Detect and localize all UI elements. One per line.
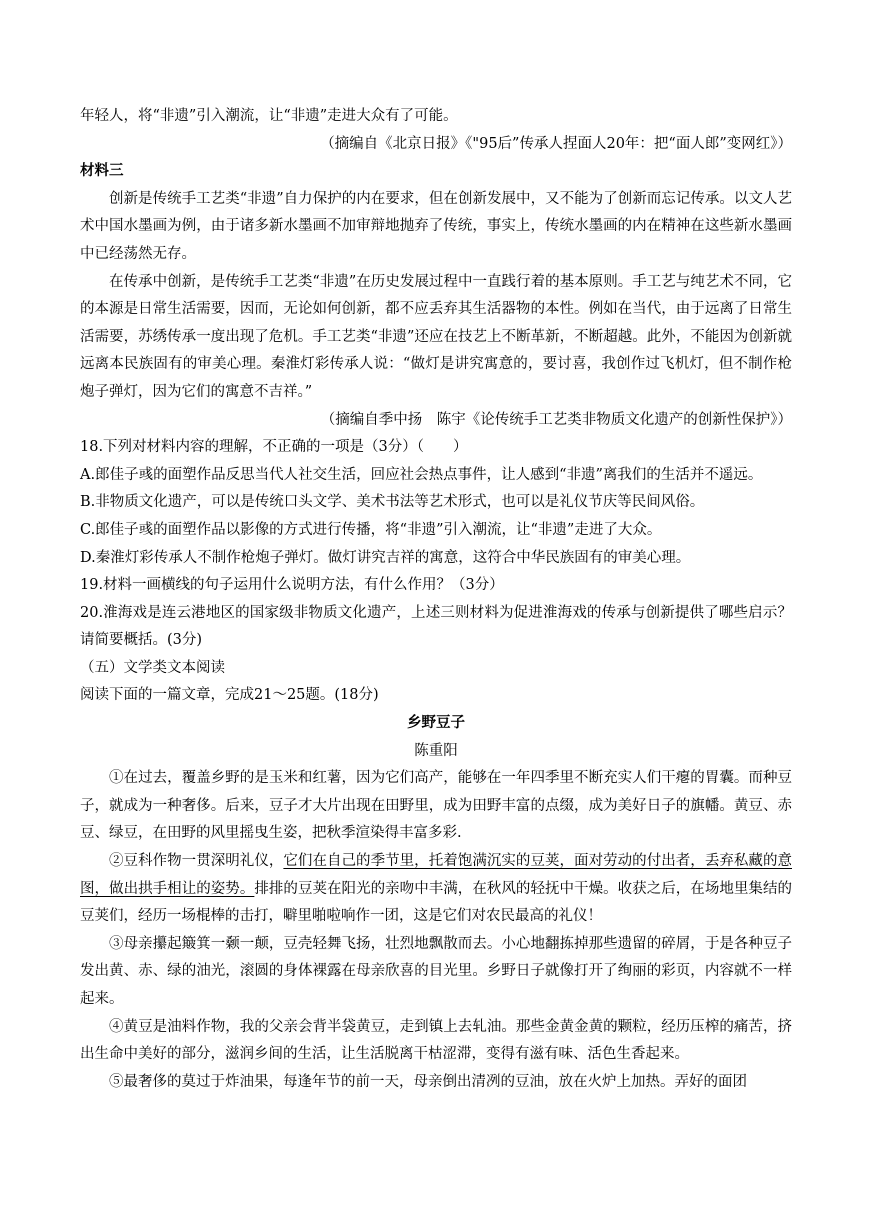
question-19: 19.材料一画横线的句子运用什么说明方法，有什么作用？（3分） — [80, 577, 504, 594]
article-author: 陈重阳 — [414, 742, 458, 759]
material3-heading: 材料三 — [80, 163, 124, 180]
material2-source: （摘编自《北京日报》《"95后”传承人捏面人20年：把“面人郎”变网红》） — [320, 135, 792, 152]
question-18-option-c: C.郎佳子彧的面塑作品以影像的方式进行传播，将“非遗”引入潮流，让“非遗”走进了大众。 — [80, 521, 662, 538]
section-5-instruction: 阅读下面的一篇文章，完成21～25题。(18分) — [80, 687, 379, 704]
article-paragraph-3: ③母亲攥起簸箕一颡一颠，豆壳轻舞飞扬，壮烈地飘散而去。小心地翻拣掉那些遗留的碎屑，于是各种豆子发出黄、赤、绿的油光，滚圆的身体裸露在母亲欣喜的目光里。乡野日子就像打开了绚丽的彩页，内容就不一样起来。 — [80, 935, 792, 1007]
article-title: 乡野豆子 — [407, 715, 465, 732]
article-paragraph-5: ⑤最奢侈的莫过于炸油果，每逢年节的前一天，母亲倒出清冽的豆油，放在火炉上加热。弄好的面团 — [109, 1073, 747, 1090]
section-5-heading: （五）文学类文本阅读 — [80, 659, 225, 676]
material3-paragraph-2: 在传承中创新，是传统手工艺类“非遗”在历史发展过程中一直践行着的基本原则。手工艺与纯艺术不同，它的本源是日常生活需要，因而，无论如何创新，都不应丢弃其生活器物的本性。例如在当代，由于远离了日常生活需要，苏绣传承一度出现了危机。手工艺类“非遗”还应在技艺上不断革新，不断超越。此外，不能因为创新就远离本民族固有的审美心理。秦淮灯彩传承人说：“做灯是讲究寓意的，要讨喜，我创作过飞机灯，但不制作枪炮子弹灯，因为它们的寓意不吉祥。” — [80, 273, 792, 400]
material2-tail: 年轻人，将“非遗”引入潮流，让“非遗”走进大众有了可能。 — [80, 108, 458, 124]
paragraph-2-lead: ②豆科作物一贯深明礼仪， — [109, 853, 284, 870]
underlined-sentence: 它们在自己的季节里，托着饱满沉实的豆荚，面对劳动的付出者，丢弃私藏的意图，做出拱手相让的姿势。 — [80, 853, 792, 897]
material3-source: （摘编自季中扬 陈宇《论传统手工艺类非物质文化遗产的创新性保护》） — [320, 411, 792, 428]
article-paragraph-2 — [80, 848, 792, 931]
paragraph-2-rest: 排排的豆荚在阳光的亲吻中丰满，在秋风的轻抚中干燥。收获之后，在场地里集结的豆荚们，经历一场棍棒的击打，噼里啪啦响作一团，这是它们对农民最高的礼仪！ — [80, 880, 792, 925]
article-paragraph-4: ④黄豆是油料作物，我的父亲会背半袋黄豆，走到镇上去轧油。那些金黄金黄的颗粒，经历压榨的痛苦，挤出生命中美好的部分，滋润乡间的生活，让生活脱离干枯涩滞，变得有滋有味、活色生香起来。 — [80, 1018, 792, 1063]
article-paragraph-1: ①在过去，覆盖乡野的是玉米和红薯，因为它们高产，能够在一年四季里不断充实人们干瘪的胃囊。而种豆子，就成为一种奢侈。后来，豆子才大片出现在田野里，成为田野丰富的点缀，成为美好日子的旗幡。黄豆、赤豆、绿豆，在田野的风里摇曳生姿，把秋季渲染得丰富多彩. — [80, 770, 792, 842]
document-page — [80, 103, 792, 1096]
question-18-option-d: D.秦淮灯彩传承人不制作枪炮子弹灯。做灯讲究吉祥的寓意，这符合中华民族固有的审美心理。 — [80, 549, 691, 566]
question-18-option-b: B.非物质文化遗产，可以是传统口头文学、美术书法等艺术形式，也可以是礼仪节庆等民间风俗。 — [80, 494, 705, 511]
question-20: 20.淮海戏是连云港地区的国家级非物质文化遗产，上述三则材料为促进淮海戏的传承与创新提供了哪些启示？请简要概括。(3分) — [80, 604, 792, 649]
question-18-option-a: A.郎佳子彧的面塑作品反思当代人社交生活，回应社会热点事件，让人感到“非遗”离我们的生活并不遥远。 — [80, 466, 763, 483]
material3-paragraph-1: 创新是传统手工艺类“非遗”自力保护的内在要求，但在创新发展中，又不能为了创新而忘记传承。以文人艺术中国水墨画为例，由于诸多新水墨画不加审辩地抛弃了传统，事实上，传统水墨画的内在精神在这些新水墨画中已经荡然无存。 — [80, 190, 792, 262]
question-18-stem: 18.下列对材料内容的理解，不正确的一项是（3分）（ ） — [80, 439, 468, 456]
